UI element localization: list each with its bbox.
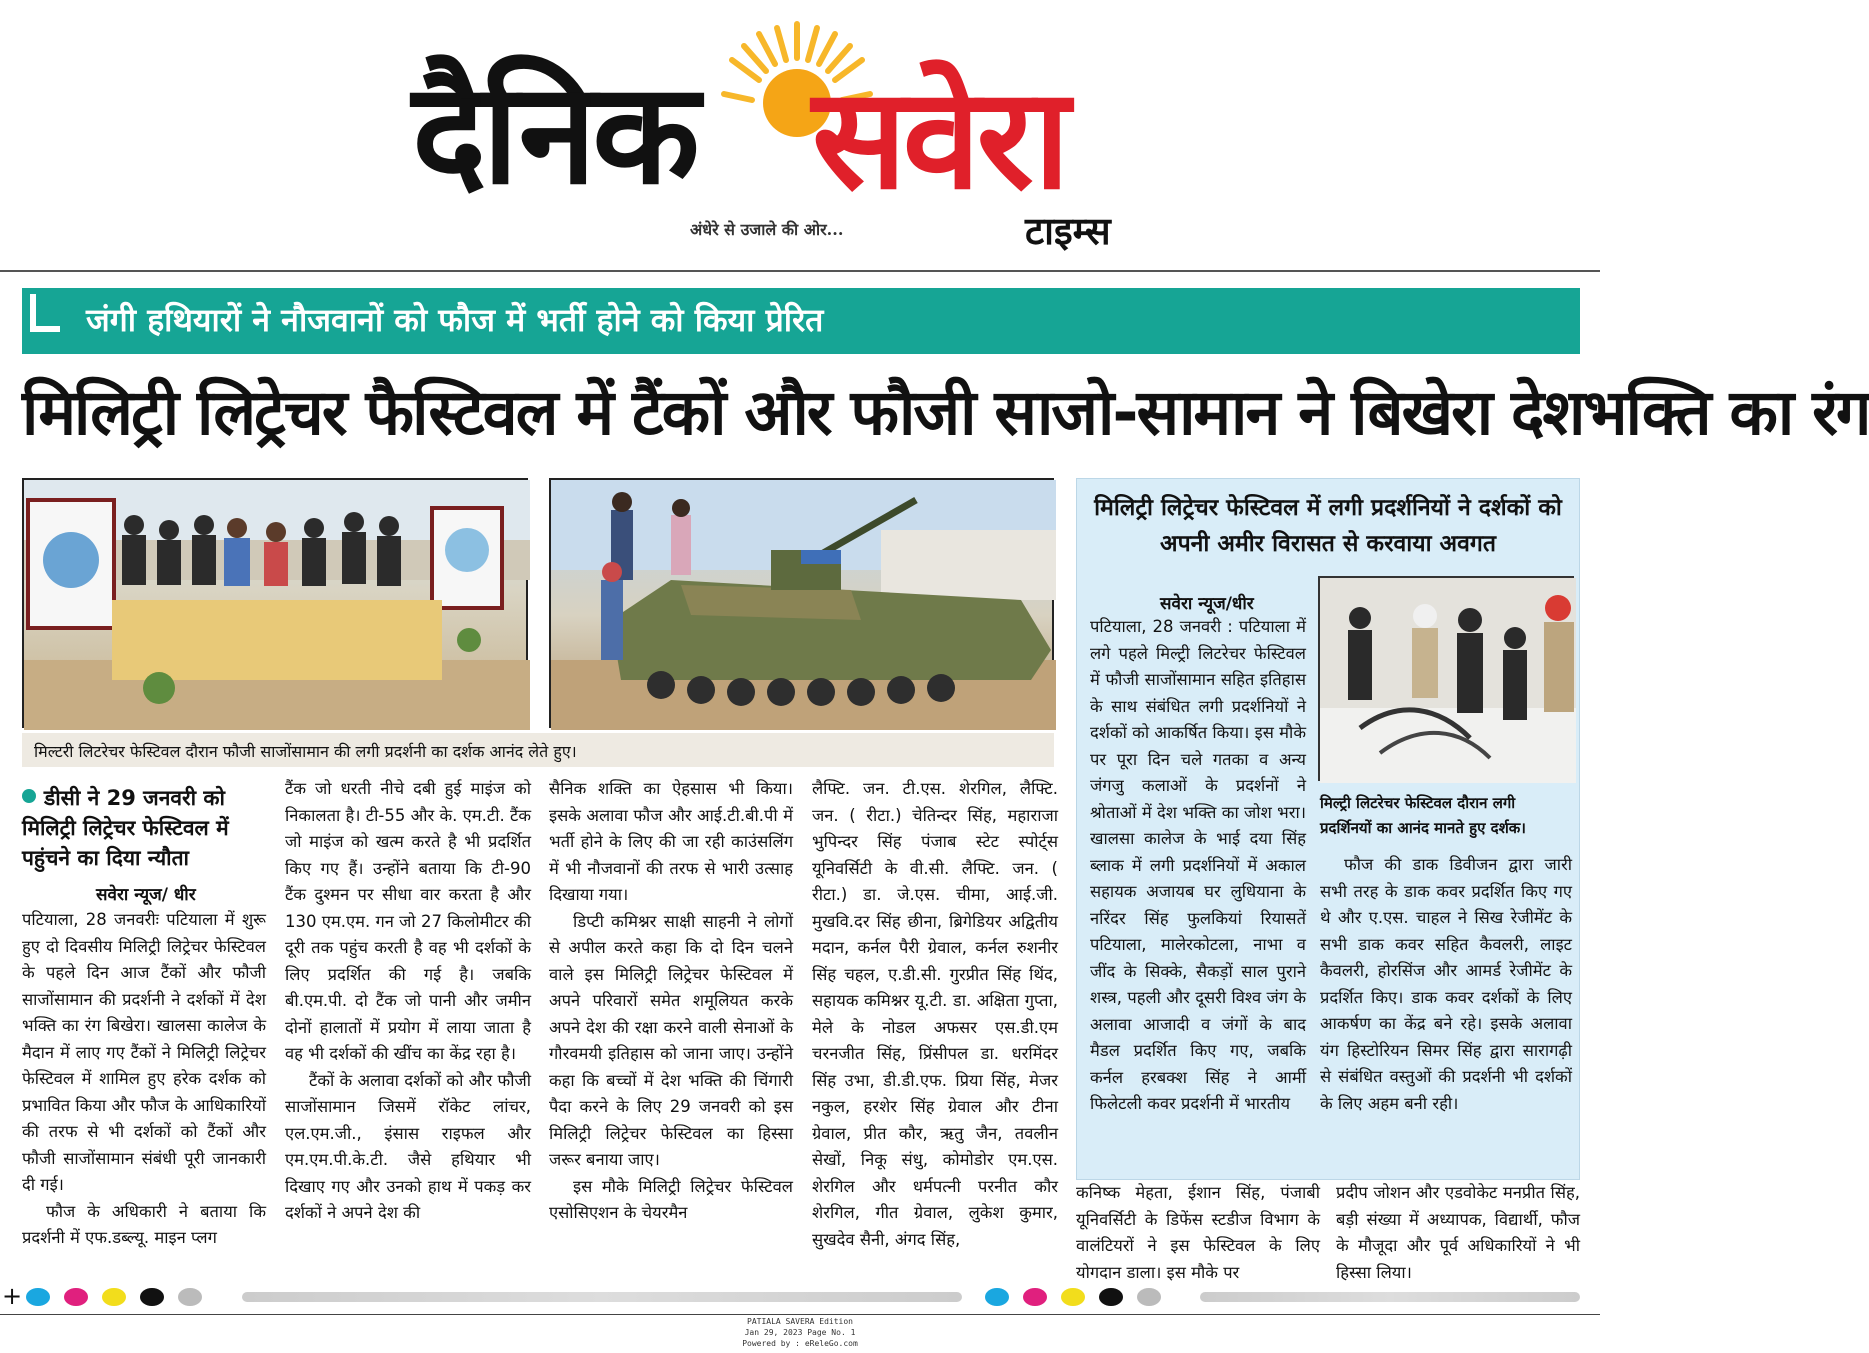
column-4 bbox=[812, 776, 1058, 1278]
masthead-divider bbox=[0, 270, 1600, 272]
cyan-dot-icon bbox=[26, 1288, 50, 1306]
footer-edition: PATIALA SAVERA Edition bbox=[747, 1317, 853, 1326]
masthead-tagline: अंधेरे से उजाले की ओर... bbox=[690, 220, 844, 239]
magenta-dot-icon bbox=[1023, 1288, 1047, 1306]
footer bbox=[650, 1316, 950, 1349]
story-subhead bbox=[22, 783, 262, 873]
magenta-dot-icon bbox=[64, 1288, 88, 1306]
yellow-dot-icon bbox=[1061, 1288, 1085, 1306]
black-dot-icon bbox=[1099, 1288, 1123, 1306]
photo-tank bbox=[549, 478, 1054, 728]
photo-exhibition-table bbox=[22, 478, 528, 728]
registration-strip-left bbox=[242, 1292, 962, 1302]
page-headline: मिलिट्री लिट्रेचर फैस्टिवल में टैंकों और फौजी साजो-सामान ने बिखेरा देशभक्ति का रंग bbox=[22, 376, 1869, 449]
gray-dot-icon bbox=[1137, 1288, 1161, 1306]
column-2 bbox=[285, 776, 531, 1278]
photo-exhibition-visitors bbox=[1318, 576, 1574, 781]
masthead-name-red: सवेरा bbox=[812, 58, 1067, 221]
photo-caption: मिल्टरी लिटरेचर फेस्टिवल दौरान फौजी साजोंसामान की लगी प्रदर्शनी का दर्शक आनंद लेते हुए। bbox=[34, 742, 577, 761]
column-2-para-1: टैंक जो धरती नीचे दबी हुई माइंज को निकालता है। टी-55 और के. एम.टी. टैंक जो माइंज को खत्म करते है भी प्रदर्शित किए गए हैं। उन्होंने बताया कि टी-90 टैंक दुश्मन पर सीधा वार करता है और 130 एम.एम. गन जो 27 किलोमीटर की दूरी तक पहुंच करती है वह भी दर्शकों के लिए प्रदर्शित की गई है। जबकि बी.एम.पी. दो टैंक जो पानी और जमीन दोनों हालातों में प्रयोग में लाया जाता है वह भी दर्शकों की खींच का केंद्र रहा है। bbox=[285, 779, 531, 1063]
column-4-para-1: लैफ्टि. जन. टी.एस. शेरगिल, लैफ्टि. जन. ( रीटा.) चेतिन्दर सिंह, महाराजा भुपिन्दर सिंह पंजाब स्टेट स्पोर्ट्स यूनिवर्सिटी के वी.सी. लैफ्टि. जन. ( रीटा.) डा. जे.एस. चीमा, आई.जी. मुखवि.दर सिंह छीना, ब्रिगेडियर अद्वितीय मदान, कर्नल पैरी ग्रेवाल, कर्नल रुशनीर सिंह चहल, ए.डी.सी. गुरप्रीत सिंह थिंद, सहायक कमिश्नर यू.टी. डा. अक्षिता गुप्ता, मेले के नोडल अफसर एस.डी.एम चरनजीत सिंह, प्रिंसीपल डा. धरमिंदर सिंह उभा, डी.डी.एफ. प्रिया सिंह, मेजर नकुल, हरशेर सिंह ग्रेवाल और टीना ग्रेवाल, प्रीत कौर, ऋतु जैन, तवलीन सेखों, निकू संधु, कोमोडोर एम.एस. शेरगिल और धर्मपत्नी परनीत कौर शेरगिल, गीत ग्रेवाल, लुकेश कुमार, सुखदेव सैनी, अंगद सिंह, bbox=[812, 779, 1058, 1249]
column-3-para-3: इस मौके मिलिट्री लिट्रेचर फेस्टिवल एसोसिएशन के चेयरमैन bbox=[549, 1176, 793, 1222]
subhead-text: डीसी ने 29 जनवरी को मिलिट्री लिट्रेचर फेस्टिवल में पहुंचने का दिया न्यौता bbox=[22, 786, 229, 870]
yellow-dot-icon bbox=[102, 1288, 126, 1306]
sidebar-body-text: पटियाला, 28 जनवरी : पटियाला में लगे पहले मिल्ट्री लिटरेचर फेस्टिवल में फौजी साजोंसामान सहित इतिहास के साथ संबंधित लगी प्रदर्शनियों ने दर्शकों को आकर्षित किया। इस मौके पर पूरा दिन चले गतका व अन्य जंगजु कलाओं के प्रदर्शनों ने श्रोताओं में देश भक्ति का जोश भरा। खालसा कालेज के भाई दया सिंह ब्लाक में लगी प्रदर्शनियों में अकाल सहायक अजायब घर लुधियाना के नरिंदर सिंह फुलकियां रियासतें पटियाला, मालेरकोटला, नाभा व जींद के सिक्के, सैकड़ों साल पुराने शस्त्र, पहली और दूसरी विश्व जंग के अलावा आजादी व जंगों के बाद मैडल प्रदर्शित किए गए, जबकि कर्नल हरबक्श सिंह ने आर्मी फिलेटली कवर प्रदर्शनी में भारतीय bbox=[1090, 617, 1306, 1113]
column-6 bbox=[1336, 1180, 1580, 1280]
sidebar-body-2-text: फौज की डाक डिवीजन द्वारा जारी सभी तरह के डाक कवर प्रदर्शित किए गए थे और ए.एस. चाहल ने सिख रेजीमेंट के सभी डाक कवर सहित कैवलरी, लाइट कैवलरी, होरसिंज और आमर्ड रेजीमेंट के प्रदर्शित किए। डाक कवर दर्शकों के लिए आकर्षण का केंद्र बने रहे। इसके अलावा यंग हिस्टोरियन सिमर सिंह द्वारा सारागढ़ी से संबंधित वस्तुओं की प्रदर्शनी भी दर्शकों के लिए अहम बनी रही। bbox=[1320, 855, 1572, 1113]
column-3 bbox=[549, 776, 793, 1278]
photo-caption-bar bbox=[22, 733, 1054, 767]
column-1 bbox=[22, 907, 266, 1277]
column-1-para-1: पटियाला, 28 जनवरीः पटियाला में शुरू हुए दो दिवसीय मिलिट्री लिट्रेचर फेस्टिवल के पहले दिन आज टैंकों और फौजी साजोंसामान की प्रदर्शनी ने दर्शकों में देश भक्ति का रंग बिखेरा। खालसा कालेज के मैदान में लाए गए टैंकों ने मिलिट्री लिट्रेचर फेस्टिवल में शामिल हुए हरेक दर्शक को प्रभावित किया और फौज के आधिकारियों की तरफ से भी दर्शकों को टैंकों और फौजी साजोंसामान संबंधी पूरी जानकारी दी गई। bbox=[22, 910, 266, 1194]
gray-dot-icon bbox=[178, 1288, 202, 1306]
footer-date-page: Jan 29, 2023 Page No. 1 bbox=[744, 1328, 856, 1337]
sidebar-byline: सवेरा न्यूज/धीर bbox=[1160, 594, 1254, 614]
footer-divider bbox=[0, 1314, 1600, 1315]
cyan-dot-icon bbox=[985, 1288, 1009, 1306]
color-registration-right bbox=[985, 1288, 1185, 1306]
sidebar-body bbox=[1090, 614, 1306, 1113]
kicker-bar bbox=[22, 288, 1580, 354]
column-3-para-1: सैनिक शक्ति का ऐहसास भी किया। इसके अलावा फौज और आई.टी.बी.पी में भर्ती होने के लिए की जा रही काउंसलिंग में भी नौजवानों की तरफ से भारी उत्साह दिखाया गया। bbox=[549, 779, 793, 904]
registration-strip-right bbox=[1200, 1292, 1580, 1302]
registration-cross-icon: + bbox=[2, 1282, 23, 1310]
column-6-para-1: प्रदीप जोशन और एडवोकेट मनप्रीत सिंह, बड़ी संख्या में अध्यापक, विद्यार्थी, फौज के मौजूदा और पूर्व अधिकारियों ने भी हिस्सा लिया। bbox=[1336, 1183, 1580, 1282]
color-registration-left bbox=[26, 1288, 226, 1306]
masthead-name-black: दैनिक bbox=[412, 53, 696, 216]
column-2-para-2: टैंकों के अलावा दर्शकों को और फौजी साजोंसामान जिसमें रॉकेट लांचर, एल.एम.जी., इंसास राइफल और एम.एम.पी.के.टी. जैसे हथियार भी दिखाए गए और उनको हाथ में पकड़ कर दर्शकों ने अपने देश की bbox=[285, 1070, 531, 1222]
column-5 bbox=[1076, 1180, 1320, 1280]
masthead-times: टाइम्स bbox=[1025, 209, 1111, 253]
column-1-para-2: फौज के अधिकारी ने बताया कि प्रदर्शनी में एफ.डब्ल्यू. माइन प्लग bbox=[22, 1201, 266, 1247]
bullet-dot-icon bbox=[22, 789, 36, 803]
corner-mark-icon bbox=[30, 294, 60, 332]
visitors-photo-icon bbox=[1320, 578, 1576, 783]
masthead bbox=[0, 0, 1600, 270]
column-3-para-2: डिप्टी कमिश्नर साक्षी साहनी ने लोगों से अपील करते कहा कि दो दिन चलने वाले इस मिलिट्री लिट्रेचर फेस्टिवल में अपने परिवारों समेत शमूलियत करके अपने देश की रक्षा करने वाली सेनाओं के गौरवमयी इतिहास को जाना जाए। उन्होंने कहा कि बच्चों में देश भक्ति की चिंगारी पैदा करने के लिए 29 जनवरी को इस मिलिट्री लिट्रेचर फेस्टिवल का हिस्सा जरूर बनाया जाए। bbox=[549, 911, 793, 1169]
sidebar-body-2 bbox=[1320, 852, 1572, 1172]
column-5-para-1: कनिष्क मेहता, ईशान सिंह, पंजाबी यूनिवर्सिटी के डिफेंस स्टडीज विभाग के वालंटियरों ने इस फेस्टिवल के लिए योगदान डाला। इस मौके पर bbox=[1076, 1183, 1320, 1282]
tank-photo-icon bbox=[551, 480, 1056, 730]
sidebar-title: मिलिट्री लिट्रेचर फेस्टिवल में लगी प्रदर्शनियों ने दर्शकों को अपनी अमीर विरासत से करवाया अवगत bbox=[1094, 495, 1562, 557]
exhibition-photo-icon bbox=[24, 480, 530, 730]
main-byline: सवेरा न्यूज/ धीर bbox=[96, 885, 196, 905]
sidebar-photo-caption: मिल्ट्री लिटरेचर फेस्टिवल दौरान लगी प्रदर्शिनयों का आनंद मानते हुए दर्शक। bbox=[1320, 794, 1526, 837]
footer-powered-by: Powered by : eReleGo.com bbox=[742, 1339, 858, 1348]
kicker-text: जंगी हथियारों ने नौजवानों को फौज में भर्ती होने को किया प्रेरित bbox=[86, 301, 824, 339]
black-dot-icon bbox=[140, 1288, 164, 1306]
